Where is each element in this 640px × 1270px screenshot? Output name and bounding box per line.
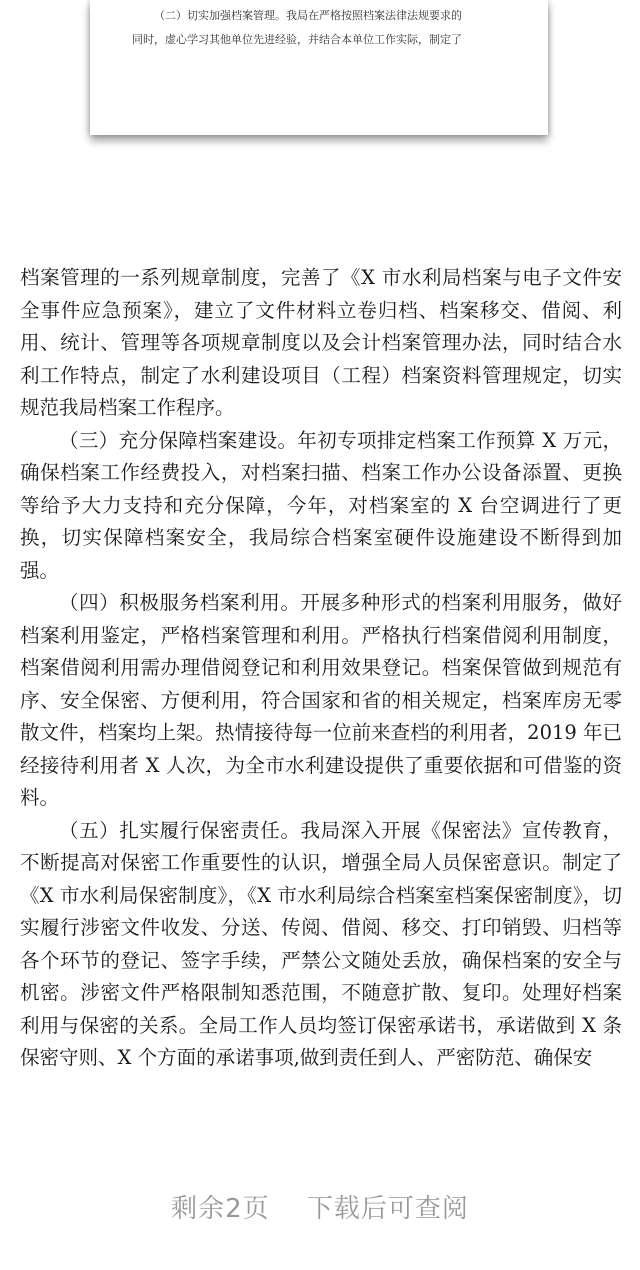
paragraph-section-3: （三）充分保障档案建设。年初专项排定档案工作预算 X 万元，确保档案工作经费投入，对档案扫描、档案工作办公设备添置、更换等给予大力支持和充分保障，今年，对档案室的 X 台空调进行了更换，切实保障档案安全，我局综合档案室硬件设施建设不断得到加强。 bbox=[20, 428, 622, 582]
paragraph-section-4: （四）积极服务档案利用。开展多种形式的档案利用服务，做好档案利用鉴定，严格档案管理和利用。严格执行档案借阅利用制度，档案借阅利用需办理借阅登记和利用效果登记。档案保管做到规范有序、安全保密、方便利用，符合国家和省的相关规定，档案库房无零散文件，档案均上架。热情接待每一位前来查档的利用者，2019 年已经接待利用者 X 人次，为全市水利建设提供了重要依据和可借鉴的资料。 bbox=[20, 591, 622, 809]
download-to-view-label: 下载后可查阅 bbox=[306, 1194, 469, 1224]
download-prompt[interactable] bbox=[0, 1188, 640, 1225]
remaining-pages-label: 剩余2页 bbox=[171, 1194, 270, 1224]
document-body bbox=[20, 262, 622, 1075]
page-preview-card bbox=[90, 0, 548, 135]
preview-line-2: 同时，虚心学习其他单位先进经验，并结合本单位工作实际，制定了 bbox=[132, 33, 462, 46]
paragraph-continuation: 档案管理的一系列规章制度，完善了《X 市水利局档案与电子文件安全事件应急预案》，建立了文件材料立卷归档、档案移交、借阅、利用、统计、管理等各项规章制度以及会计档案管理办法，同时结合水利工作特点，制定了水利建设项目（工程）档案资料管理规定，切实规范我局档案工作程序。 bbox=[20, 266, 622, 419]
paragraph-section-5: （五）扎实履行保密责任。我局深入开展《保密法》宣传教育，不断提高对保密工作重要性的认识，增强全局人员保密意识。制定了《X 市水利局保密制度》，《X 市水利局综合档案室档案保密制度》，切实履行涉密文件收发、分送、传阅、借阅、移交、打印销毁、归档等各个环节的登记、签字手续，严禁公文随处丢放，确保档案的安全与机密。涉密文件严格限制知悉范围，不随意扩散、复印。处理好档案利用与保密的关系。全局工作人员均签订保密承诺书，承诺做到 X 条保密守则、X 个方面的承诺事项,做到责任到人、严密防范、确保安 bbox=[20, 818, 622, 1069]
preview-line-1: （二）切实加强档案管理。我局在严格按照档案法律法规要求的 bbox=[154, 9, 462, 22]
